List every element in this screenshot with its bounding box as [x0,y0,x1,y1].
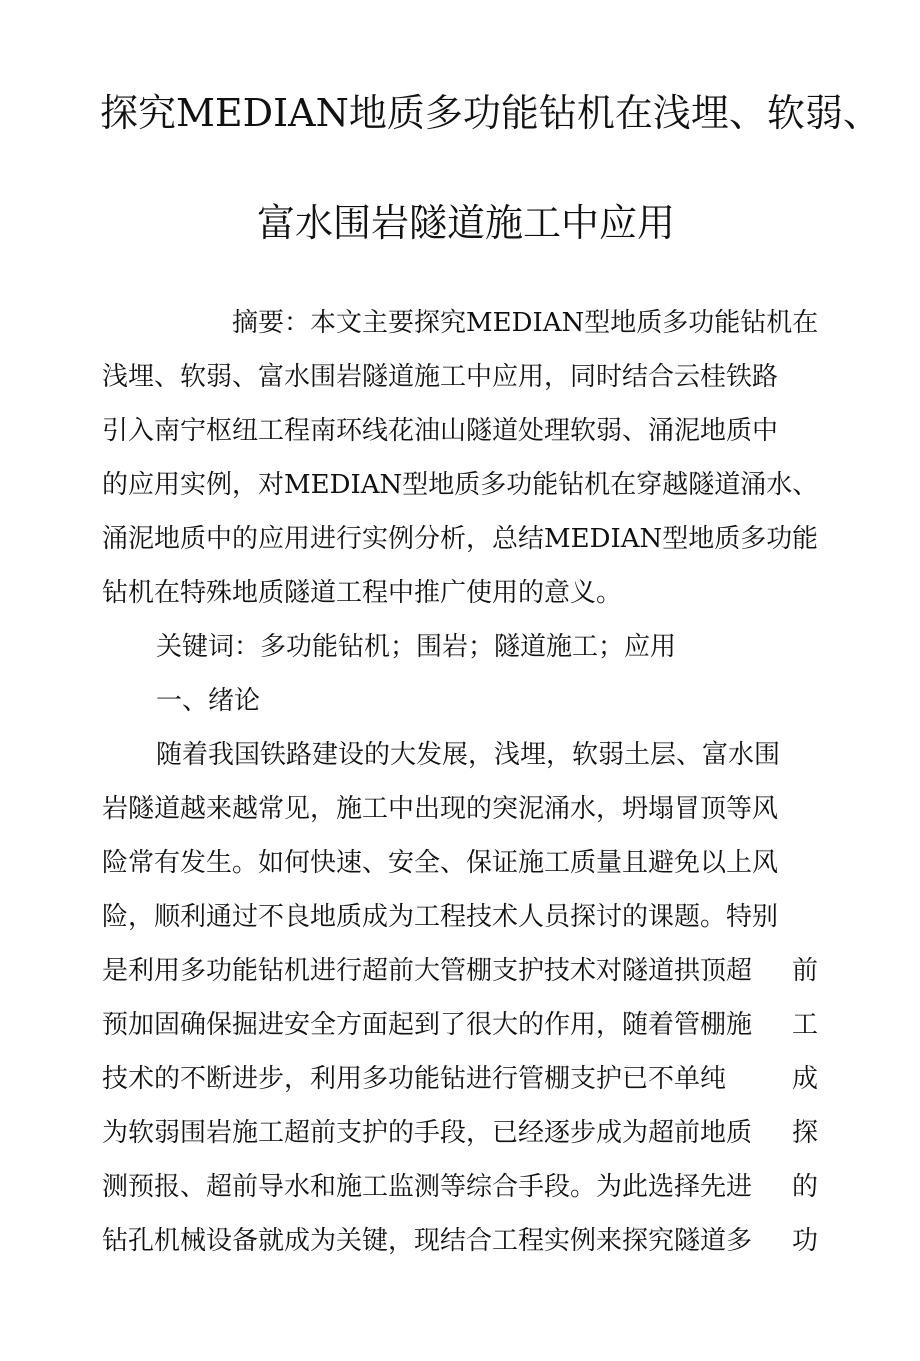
body-line: 岩隧道越来越常见，施工中出现的突泥涌水，坍塌冒顶等风 [102,794,779,824]
body-line-tail: 功 [792,1226,819,1256]
body-line-tail: 工 [792,1010,819,1040]
title-line-1: 探究MEDIAN地质多功能钻机在浅埋、软弱、 [100,91,881,135]
body-line-tail: 成 [792,1064,819,1094]
abstract-line: 摘要：本文主要探究MEDIAN型地质多功能钻机在 [232,308,819,338]
body-line-tail: 前 [792,956,819,986]
body-line: 技术的不断进步，利用多功能钻进行管棚支护已不单纯 [102,1064,727,1094]
title-line-2: 富水围岩隧道施工中应用 [257,201,676,245]
body-line: 是利用多功能钻机进行超前大管棚支护技术对隧道拱顶超 [102,956,753,986]
body-line: 随着我国铁路建设的大发展，浅埋，软弱土层、富水围 [156,740,781,770]
body-line: 为软弱围岩施工超前支护的手段，已经逐步成为超前地质 [102,1118,753,1148]
body-line: 钻孔机械设备就成为关键，现结合工程实例来探究隧道多 [102,1226,753,1256]
section-heading: 一、绪论 [156,686,261,716]
body-line: 险，顺利通过不良地质成为工程技术人员探讨的课题。特别 [102,902,779,932]
body-line-tail: 探 [792,1118,819,1148]
body-line: 险常有发生。如何快速、安全、保证施工质量且避免以上风 [102,848,779,878]
abstract-line: 钻机在特殊地质隧道工程中推广使用的意义。 [102,578,623,608]
keywords: 关键词：多功能钻机；围岩；隧道施工；应用 [156,632,677,662]
body-line: 测预报、超前导水和施工监测等综合手段。为此选择先进 [102,1172,753,1202]
body-line: 预加固确保掘进安全方面起到了很大的作用，随着管棚施 [102,1010,753,1040]
body-line-tail: 的 [792,1172,819,1202]
abstract-line-tail: 能 [792,524,819,554]
abstract-line: 的应用实例，对MEDIAN型地质多功能钻机在穿越隧道涌水、 [102,470,819,500]
abstract-line: 涌泥地质中的应用进行实例分析，总结MEDIAN型地质多功 [102,524,793,554]
abstract-line: 浅埋、软弱、富水围岩隧道施工中应用，同时结合云桂铁路 [102,362,779,392]
abstract-line: 引入南宁枢纽工程南环线花油山隧道处理软弱、涌泥地质中 [102,416,779,446]
